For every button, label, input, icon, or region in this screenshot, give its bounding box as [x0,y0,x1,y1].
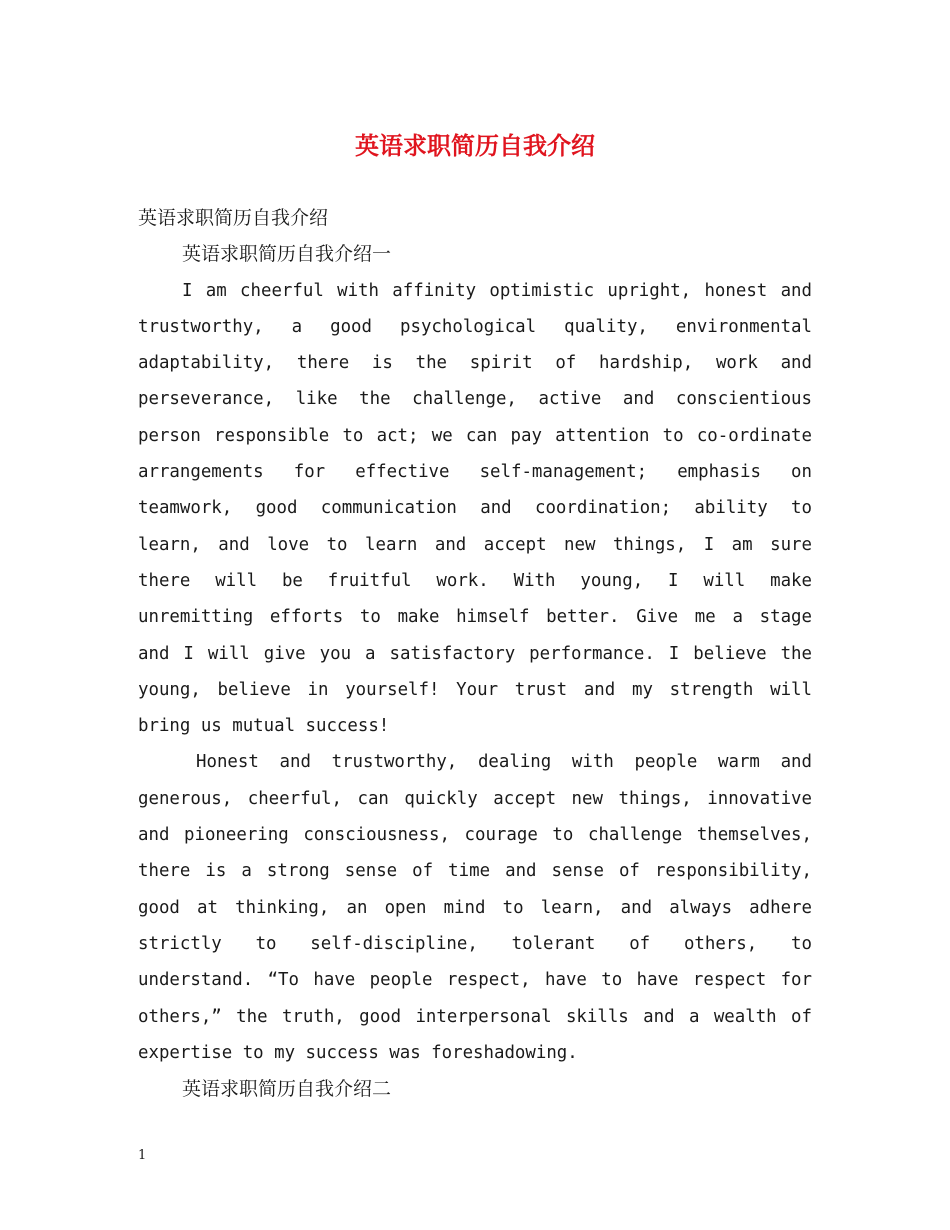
paragraph-line: bring us mutual success! [138,716,390,737]
paragraph-line: generous, cheerful, can quickly accept new things, innovative [138,788,812,809]
paragraph-line: Honest and trustworthy, dealing with people warm and [196,752,812,773]
paragraph-line: trustworthy, a good psychological quality, environmental [138,316,812,337]
document-heading: 英语求职简历自我介绍 [138,207,329,229]
document-title: 英语求职简历自我介绍 [355,131,595,160]
paragraph-line: others,” the truth, good interpersonal skills and a wealth of [138,1006,812,1027]
section-heading-1: 英语求职简历自我介绍一 [182,243,392,266]
paragraph-line: good at thinking, an open mind to learn, and always adhere [138,897,812,918]
paragraph-line: learn, and love to learn and accept new things, I am sure [138,534,812,555]
section-heading-2: 英语求职简历自我介绍二 [182,1078,392,1101]
paragraph-line: arrangements for effective self-management; emphasis on [138,462,812,483]
page-number: 1 [138,1148,147,1163]
paragraph-line: perseverance, like the challenge, active and conscientious [138,389,812,410]
paragraph-line: there will be fruitful work. With young, I will make [138,570,812,591]
paragraph-line: person responsible to act; we can pay attention to co-ordinate [138,425,812,446]
paragraph-line: I am cheerful with affinity optimistic upright, honest and [182,280,812,301]
paragraph-line: expertise to my success was foreshadowing. [138,1042,578,1063]
paragraph-2 [138,744,812,1071]
paragraph-line: there is a strong sense of time and sense of responsibility, [138,861,812,882]
paragraph-line: adaptability, there is the spirit of hardship, work and [138,353,812,374]
paragraph-line: teamwork, good communication and coordination; ability to [138,498,812,519]
paragraph-line: and pioneering consciousness, courage to challenge themselves, [138,825,812,846]
paragraph-line: and I will give you a satisfactory performance. I believe the [138,643,812,664]
document-body [138,200,812,1107]
paragraph-line: strictly to self-discipline, tolerant of others, to [138,933,812,954]
paragraph-line: young, believe in yourself! Your trust and my strength will [138,679,812,700]
paragraph-line: understand. “To have people respect, have to have respect for [138,970,812,991]
paragraph-1 [138,273,812,745]
paragraph-line: unremitting efforts to make himself better. Give me a stage [138,607,812,628]
